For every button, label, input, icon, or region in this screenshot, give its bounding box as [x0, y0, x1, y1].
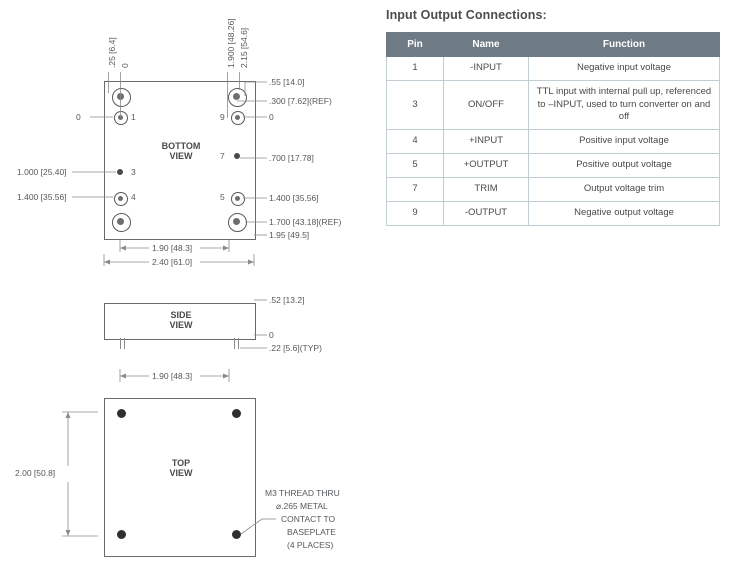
table-row [387, 130, 720, 154]
bottom-view-rdim-0: .55 [14.0] [269, 77, 305, 87]
m3-note-line-0: M3 THREAD THRU [265, 488, 340, 498]
pin-number-1: 1 [131, 112, 136, 122]
side-view-dim-2: .22 [5.6](TYP) [269, 343, 322, 353]
top-view-width-dim: 1.90 [48.3] [152, 371, 193, 381]
side-view-label [153, 310, 209, 331]
cell-function: TTL input with internal pull up, referenced to –INPUT, used to turn converter on and off [529, 80, 720, 129]
io-connections-table [386, 32, 720, 226]
bottom-view-label-line2: VIEW [169, 151, 193, 162]
m3-note-line-2: CONTACT TO [281, 514, 336, 524]
bottom-view-ldim-1: 1.000 [25.40] [17, 167, 67, 177]
pin-number-4: 4 [131, 192, 136, 202]
cell-function: Positive output voltage [529, 154, 720, 178]
top-view-hole-top-right [232, 409, 241, 418]
cell-name: +INPUT [444, 130, 529, 154]
bottom-view-vdim-0: .25 [6.4] [107, 37, 117, 68]
table-row [387, 201, 720, 225]
side-view-label-line2: VIEW [169, 320, 193, 331]
cell-name: ON/OFF [444, 80, 529, 129]
cell-pin: 5 [387, 154, 444, 178]
bottom-view-rdim-5: 1.700 [43.18](REF) [269, 217, 342, 227]
side-view-dim-1: 0 [269, 330, 274, 340]
bottom-view-rdim-3: .700 [17.78] [269, 153, 314, 163]
mounting-pad-top-right-center [233, 93, 240, 100]
top-view-hole-top-left [117, 409, 126, 418]
cell-function: Output voltage trim [529, 177, 720, 201]
table-row [387, 57, 720, 81]
mounting-pad-bottom-left-center [117, 218, 124, 225]
m3-note-line-1: ⌀.265 METAL [276, 501, 328, 511]
top-view-height-dim: 2.00 [50.8] [15, 468, 56, 478]
table-row [387, 177, 720, 201]
m3-note-line-4: (4 PLACES) [287, 540, 334, 550]
bottom-view-ldim-0: 0 [76, 112, 81, 122]
top-view-label-line2: VIEW [169, 468, 193, 479]
io-connections-title: Input Output Connections: [386, 8, 547, 22]
mounting-pad-top-left-center [117, 93, 124, 100]
bottom-view-rdim-6: 1.95 [49.5] [269, 230, 310, 240]
io-connections-panel [386, 0, 722, 226]
bottom-view-width-dim-2: 2.40 [61.0] [152, 257, 193, 267]
bottom-view-rdim-1: .300 [7.62](REF) [269, 96, 332, 106]
cell-name: -INPUT [444, 57, 529, 81]
cell-function: Negative input voltage [529, 57, 720, 81]
table-header-row [387, 33, 720, 57]
bottom-view-rdim-2: 0 [269, 112, 274, 122]
bottom-view-ldim-2: 1.400 [35.56] [17, 192, 67, 202]
pin-pad-7 [234, 153, 240, 159]
cell-function: Negative output voltage [529, 201, 720, 225]
mounting-pad-bottom-right-center [233, 218, 240, 225]
cell-pin: 4 [387, 130, 444, 154]
pin-pad-5-center [235, 196, 240, 201]
bottom-view-vdim-1: 0 [120, 63, 130, 68]
pin-pad-3 [117, 169, 123, 175]
bottom-view-label-line1: BOTTOM [161, 141, 201, 151]
side-view-label-line1: SIDE [170, 310, 192, 320]
cell-name: -OUTPUT [444, 201, 529, 225]
column-header-function: Function [529, 33, 720, 57]
pin-number-9: 9 [220, 112, 225, 122]
bottom-view-rdim-4: 1.400 [35.56] [269, 193, 319, 203]
column-header-name: Name [444, 33, 529, 57]
pin-pad-9-center [235, 115, 240, 120]
pin-pad-1-center [118, 115, 123, 120]
side-view-pin-left [120, 338, 121, 349]
side-view-dim-0: .52 [13.2] [269, 295, 305, 305]
side-view-pin-right-2 [238, 338, 239, 349]
top-view-hole-bottom-left [117, 530, 126, 539]
pin-number-7: 7 [220, 151, 225, 161]
m3-note-line-3: BASEPLATE [287, 527, 336, 537]
cell-pin: 1 [387, 57, 444, 81]
cell-name: TRIM [444, 177, 529, 201]
bottom-view-label [153, 141, 209, 162]
cell-name: +OUTPUT [444, 154, 529, 178]
pin-number-3: 3 [131, 167, 136, 177]
top-view-label-line1: TOP [171, 458, 191, 468]
side-view-pin-right [234, 338, 235, 349]
cell-pin: 7 [387, 177, 444, 201]
cell-pin: 9 [387, 201, 444, 225]
pin-pad-4-center [118, 196, 123, 201]
side-view-pin-left-2 [124, 338, 125, 349]
cell-function: Positive input voltage [529, 130, 720, 154]
top-view-hole-bottom-right [232, 530, 241, 539]
table-row [387, 80, 720, 129]
column-header-pin: Pin [387, 33, 444, 57]
cell-pin: 3 [387, 80, 444, 129]
pin-number-5: 5 [220, 192, 225, 202]
top-view-label [153, 458, 209, 479]
table-row [387, 154, 720, 178]
bottom-view-vdim-2: 1.900 [48.26] [226, 18, 236, 68]
bottom-view-width-dim-1: 1.90 [48.3] [152, 243, 193, 253]
bottom-view-vdim-3: 2.15 [54.6] [239, 27, 249, 68]
